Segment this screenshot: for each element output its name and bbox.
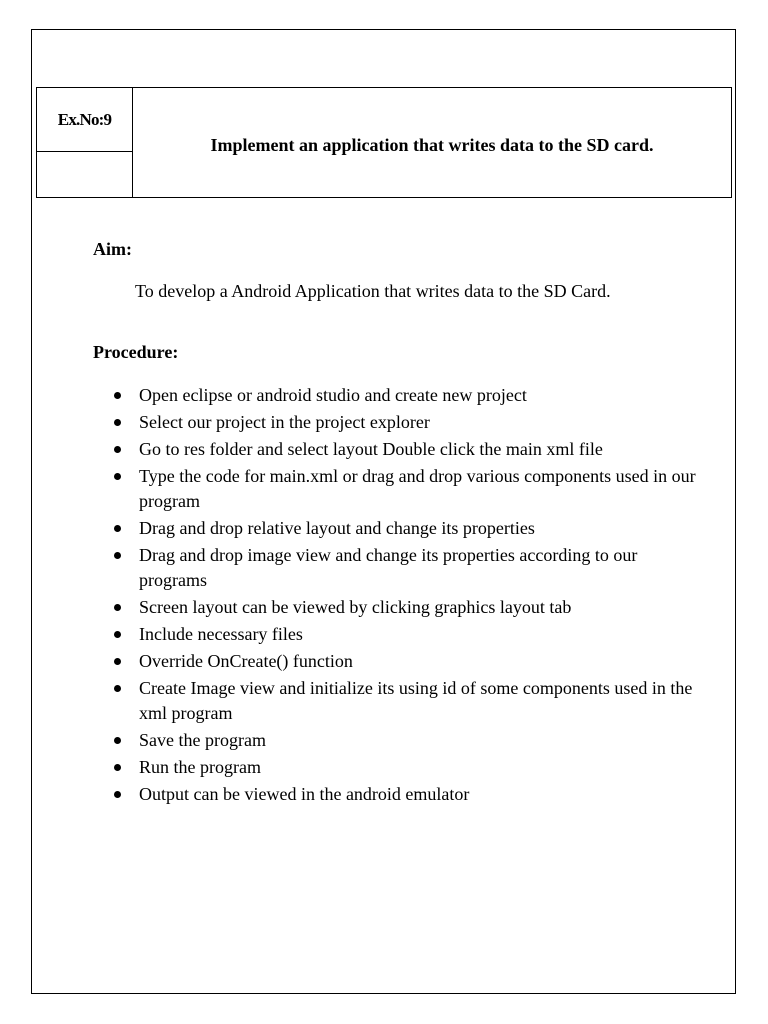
bullet-icon — [114, 658, 121, 665]
procedure-step — [139, 437, 699, 462]
procedure-step-text: Override OnCreate() function — [139, 651, 353, 671]
procedure-step — [139, 755, 699, 780]
bullet-icon — [114, 473, 121, 480]
aim-text: To develop a Android Application that writes data to the SD Card. — [135, 281, 611, 301]
aim-heading: Aim: — [93, 239, 132, 259]
bullet-icon — [114, 419, 121, 426]
procedure-step-text: Type the code for main.xml or drag and drop various components used in our program — [139, 466, 696, 511]
procedure-heading: Procedure: — [93, 342, 179, 362]
header-table — [36, 87, 732, 198]
procedure-step-text: Create Image view and initialize its using id of some components used in the xml program — [139, 678, 693, 723]
bullet-icon — [114, 446, 121, 453]
procedure-step — [139, 649, 699, 674]
bullet-icon — [114, 631, 121, 638]
exno-column — [37, 88, 133, 197]
procedure-step — [139, 782, 699, 807]
procedure-step — [139, 728, 699, 753]
bullet-icon — [114, 737, 121, 744]
procedure-step-text: Save the program — [139, 730, 266, 750]
procedure-step-text: Go to res folder and select layout Double click the main xml file — [139, 439, 603, 459]
procedure-step — [139, 543, 699, 593]
procedure-step-text: Include necessary files — [139, 624, 303, 644]
procedure-step — [139, 516, 699, 541]
procedure-step-text: Output can be viewed in the android emulator — [139, 784, 470, 804]
procedure-step-text: Select our project in the project explorer — [139, 412, 430, 432]
procedure-step-text: Drag and drop relative layout and change its properties — [139, 518, 535, 538]
bullet-icon — [114, 552, 121, 559]
procedure-step-text: Open eclipse or android studio and create new project — [139, 385, 527, 405]
bullet-icon — [114, 525, 121, 532]
procedure-step — [139, 622, 699, 647]
procedure-step-text: Run the program — [139, 757, 261, 777]
bullet-icon — [114, 392, 121, 399]
bullet-icon — [114, 685, 121, 692]
procedure-steps — [139, 383, 699, 809]
procedure-step — [139, 383, 699, 408]
procedure-step — [139, 464, 699, 514]
procedure-step — [139, 410, 699, 435]
bullet-icon — [114, 764, 121, 771]
procedure-step — [139, 595, 699, 620]
procedure-step — [139, 676, 699, 726]
exercise-title: Implement an application that writes data to the SD card. — [210, 135, 654, 155]
bullet-icon — [114, 791, 121, 798]
bullet-icon — [114, 604, 121, 611]
procedure-step-text: Screen layout can be viewed by clicking graphics layout tab — [139, 597, 572, 617]
exercise-number: Ex.No:9 — [37, 88, 132, 152]
procedure-step-text: Drag and drop image view and change its properties according to our programs — [139, 545, 638, 590]
